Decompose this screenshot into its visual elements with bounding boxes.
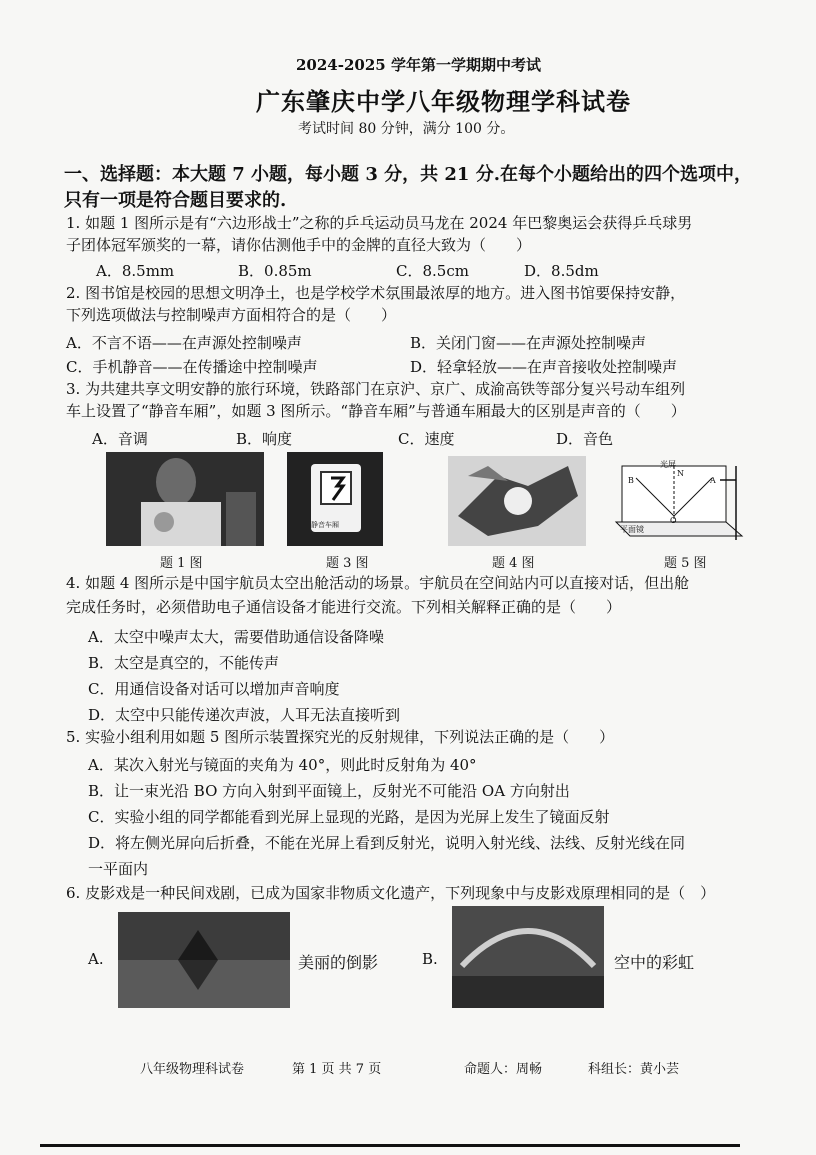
q4-option-d: D．太空中只能传递次声波，人耳无法直接听到 <box>88 706 401 724</box>
bottom-rule <box>40 1144 740 1147</box>
q5-option-d-line1: D．将左侧光屏向后折叠，不能在光屏上看到反射光，说明入射光线、法线、反射光线在同 <box>88 834 686 852</box>
figure-1-caption: 题 1 图 <box>160 556 203 571</box>
q4-option-b: B．太空是真空的，不能传声 <box>88 654 280 672</box>
exam-name: 2024-2025 学年第一学期期中考试 <box>296 56 541 74</box>
figure-4-caption: 题 4 图 <box>492 556 535 571</box>
figure-4-photo <box>448 456 586 546</box>
q6-option-b-text: 空中的彩虹 <box>614 953 695 972</box>
q2-option-b: B．关闭门窗——在声源处控制噪声 <box>410 334 647 352</box>
footer-subject: 八年级物理科试卷 <box>140 1062 245 1077</box>
q4-stem-line2: 完成任务时，必须借助电子通信设备才能进行交流。下列相关解释正确的是（ ） <box>66 598 622 616</box>
footer-leader: 科组长：黄小芸 <box>588 1062 680 1077</box>
figure-3-caption: 题 3 图 <box>326 556 369 571</box>
footer-page-number: 第 1 页 共 7 页 <box>292 1062 382 1077</box>
q2-option-d: D．轻拿轻放——在声音接收处控制噪声 <box>410 358 678 376</box>
q5-option-d-line2: 一平面内 <box>88 860 149 878</box>
q3-option-a: A．音调 <box>92 430 148 448</box>
page-title: 广东肇庆中学八年级物理学科试卷 <box>256 87 631 116</box>
section-heading-line2: 只有一项是符合题目要求的. <box>64 190 287 211</box>
figure-5-caption: 题 5 图 <box>664 556 707 571</box>
section-heading-line1: 一、选择题：本大题 7 小题，每小题 3 分，共 21 分.在每个小题给出的四个选项中， <box>64 164 752 185</box>
q6-option-b-photo <box>452 906 604 1008</box>
q2-stem-line1: 2. 图书馆是校园的思想文明净土，也是学校学术氛围最浓厚的地方。进入图书馆要保持安静， <box>66 284 686 302</box>
q2-option-a: A．不言不语——在声源处控制噪声 <box>66 334 302 352</box>
figure-1-photo <box>106 452 264 546</box>
footer-author: 命题人：周畅 <box>464 1062 543 1077</box>
q2-stem-line2: 下列选项做法与控制噪声方面相符合的是（ ） <box>66 306 397 324</box>
figure-5-mirror-label: 平面镜 <box>620 525 644 534</box>
q1-option-b: B．0.85m <box>238 262 312 280</box>
q5-option-b: B．让一束光沿 BO 方向入射到平面镜上，反射光不可能沿 OA 方向射出 <box>88 782 570 800</box>
figure-3-sign-text: 静音车厢 <box>311 521 339 529</box>
q5-option-a: A．某次入射光与镜面的夹角为 40°，则此时反射角为 40° <box>88 756 477 774</box>
q2-option-c: C．手机静音——在传播途中控制噪声 <box>66 358 318 376</box>
exam-info: 考试时间 80 分钟，满分 100 分。 <box>298 121 515 137</box>
q3-option-b: B．响度 <box>236 430 293 448</box>
figure-5-point-b-label: B <box>628 476 634 485</box>
q4-option-a: A．太空中噪声太大，需要借助通信设备降噪 <box>88 628 384 646</box>
q4-option-c: C．用通信设备对话可以增加声音响度 <box>88 680 340 698</box>
q3-option-c: C．速度 <box>398 430 455 448</box>
q3-stem-line2: 车上设置了“静音车厢”，如题 3 图所示。“静音车厢”与普通车厢最大的区别是声音的（ ） <box>66 402 686 420</box>
figure-5-screen-label: 光屏 <box>660 460 676 469</box>
figure-5-point-a-label: A <box>710 476 716 485</box>
q6-stem-line1: 6. 皮影戏是一种民间戏剧，已成为国家非物质文化遗产，下列现象中与皮影戏原理相同的是（ ） <box>66 884 716 902</box>
q6-option-b-label: B. <box>422 950 438 968</box>
q3-option-d: D．音色 <box>556 430 614 448</box>
q6-option-a-label: A. <box>88 950 104 968</box>
q5-option-c: C．实验小组的同学都能看到光屏上显现的光路，是因为光屏上发生了镜面反射 <box>88 808 610 826</box>
q3-stem-line1: 3. 为共建共享文明安静的旅行环境，铁路部门在京沪、京广、成渝高铁等部分复兴号动车组列 <box>66 380 686 398</box>
q6-option-a-text: 美丽的倒影 <box>298 953 379 972</box>
figure-5-point-o-label: O <box>670 516 677 525</box>
q1-option-a: A．8.5mm <box>96 262 175 280</box>
q6-option-a-photo <box>118 912 290 1008</box>
figure-3-photo <box>287 452 383 546</box>
q1-stem-line1: 1. 如题 1 图所示是有“六边形战士”之称的乒乓运动员马龙在 2024 年巴黎奥运会获得乒乓球男 <box>66 214 693 232</box>
q1-option-d: D．8.5dm <box>524 262 599 280</box>
q4-stem-line1: 4. 如题 4 图所示是中国宇航员太空出舱活动的场景。宇航员在空间站内可以直接对话，但出舱 <box>66 574 690 592</box>
q1-option-c: C．8.5cm <box>396 262 469 280</box>
q5-stem-line1: 5. 实验小组利用如题 5 图所示装置探究光的反射规律，下列说法正确的是（ ） <box>66 728 615 746</box>
q1-stem-line2: 子团体冠军颁奖的一幕，请你估测他手中的金牌的直径大致为（ ） <box>66 236 532 254</box>
figure-5-normal-label: N <box>677 469 684 478</box>
